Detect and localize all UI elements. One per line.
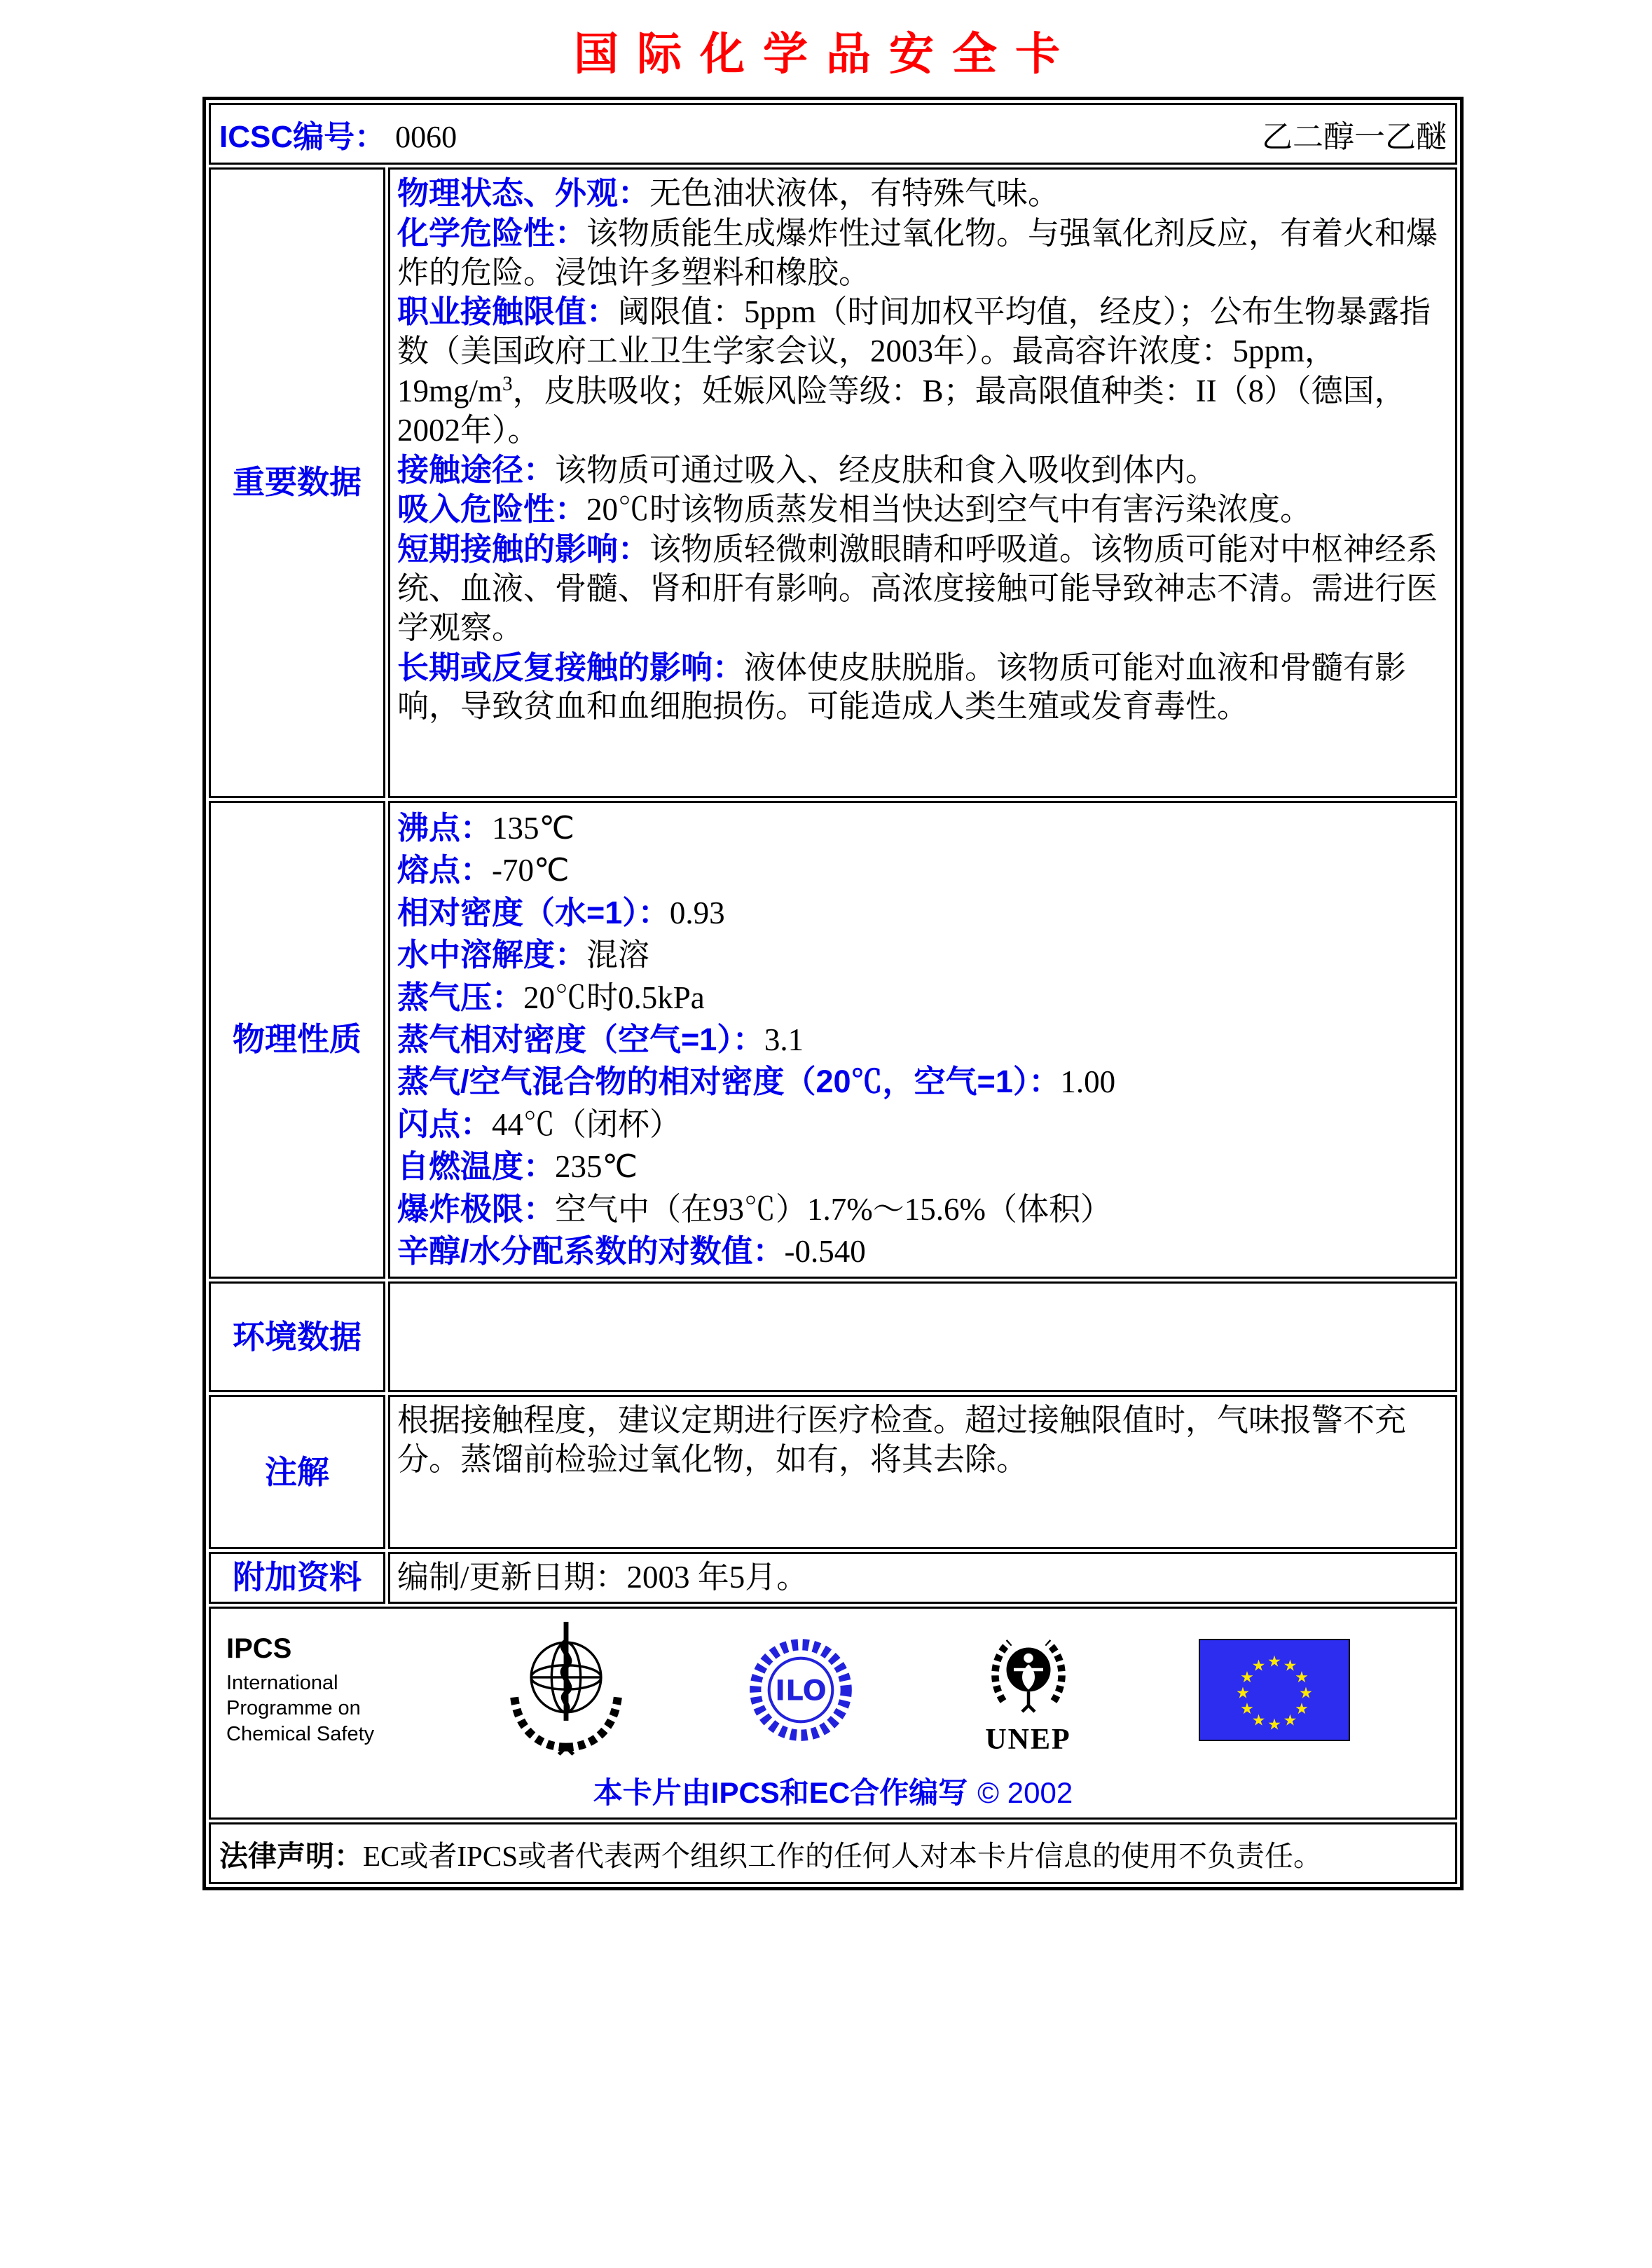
text-line: 物理状态、外观：无色油状液体，有特殊气味。 [397,175,1060,211]
logos-row [209,1607,1457,1820]
text-line: 蒸气相对密度（空气=1）：3.1 [397,1021,804,1057]
text-line: 相对密度（水=1）：0.93 [397,894,725,930]
ipcs-text-block [226,1633,387,1747]
footer-copyright: © 2002 [977,1776,1073,1810]
icsc-card-page [0,18,1652,2268]
eu-star-icon: ★ [1236,1684,1250,1703]
text-line: 长期或反复接触的影响：液体使皮肤脱脂。该物质可能对血液和骨髓有影响，导致贫血和血细胞损伤。可能造成人类生殖或发育毒性。 [397,649,1407,724]
header-cell [209,103,1457,165]
eu-star-icon: ★ [1240,1669,1254,1687]
text-line: 蒸气/空气混合物的相对密度（20℃，空气=1）：1.00 [397,1064,1116,1100]
text-line: 短期接触的影响：该物质轻微刺激眼睛和呼吸道。该物质可能对中枢神经系统、血液、骨髓、肾和肝有影响。高浓度接触可能导致神志不清。需进行医学观察。 [397,531,1438,645]
notes-row-label: 注解 [209,1395,385,1549]
notes-content: 根据接触程度，建议定期进行医疗检查。超过接触限值时，气味报警不充分。蒸馏前检验过氧化物，如有，将其去除。 [388,1395,1457,1549]
text-line: 职业接触限值：阈限值：5ppm（时间加权平均值，经皮）；公布生物暴露指数（美国政府工业卫生学家会议，2003年）。最高容许浓度：5ppm，$19mg/m^3$，皮肤吸收；妊娠风险等级：B；最高限值种类：II（8）（德国，2002年）。 [397,294,1431,448]
environmental-data-row [209,1281,1457,1392]
eu-star-icon: ★ [1295,1669,1309,1687]
text-line: 吸入危险性：20℃时该物质蒸发相当快达到空气中有害污染浓度。 [397,491,1312,528]
additional-info-content: 编制/更新日期：2003 年5月。 [388,1552,1457,1604]
text-line: 熔点：-70℃ [397,852,570,888]
ipcs-full-line-1: International [226,1672,338,1695]
text-line: 蒸气压：20℃时0.5kPa [397,979,705,1015]
eu-star-icon: ★ [1267,1716,1281,1734]
icsc-number-value: 0060 [395,120,457,154]
ilo-logo-text: ILO [775,1673,827,1707]
icsc-number-group [219,111,457,156]
eu-star-icon: ★ [1283,1657,1297,1675]
eu-star-icon: ★ [1240,1700,1254,1719]
eu-flag-icon [1199,1639,1350,1741]
physical-properties-content [388,801,1457,1279]
text-line: 水中溶解度：混溶 [397,937,650,973]
icsc-card-table [202,97,1464,1890]
legal-text: EC或者IPCS或者代表两个组织工作的任何人对本卡片信息的使用不负责任。 [363,1839,1322,1872]
footer-caption [211,1770,1455,1812]
text-line: 自燃温度：235℃ [397,1148,638,1185]
important-data-row-label: 重要数据 [209,167,385,798]
text-line: 辛醇/水分配系数的对数值：-0.540 [397,1232,866,1269]
additional-info-row-label: 附加资料 [209,1552,385,1604]
text-line: 化学危险性：该物质能生成爆炸性过氧化物。与强氧化剂反应，有着火和爆炸的危险。浸蚀许多塑料和橡胶。 [397,214,1438,290]
unep-logo-icon [976,1623,1081,1757]
text-line: 沸点：135℃ [397,810,575,846]
ilo-logo-icon [744,1628,858,1752]
page-title: 国际化学品安全卡 [574,29,1078,79]
text-line: 闪点：44℃（闭杯） [397,1106,682,1142]
who-logo-icon [506,1617,626,1763]
eu-star-icon: ★ [1267,1653,1281,1671]
physical-properties-row [209,801,1457,1279]
legal-row [209,1822,1457,1884]
text-line: 爆炸极限：空气中（在93℃）1.7%～15.6%（体积） [397,1190,1112,1227]
important-data-content [388,167,1457,798]
unep-logo-text: UNEP [985,1724,1071,1757]
eu-star-icon: ★ [1251,1712,1266,1730]
eu-star-icon: ★ [1283,1712,1297,1730]
legal-cell [209,1822,1457,1884]
important-data-row [209,167,1457,798]
physical-properties-row-label: 物理性质 [209,801,385,1279]
environmental-data-content [388,1281,1457,1392]
ipcs-full-line-2: Programme on [226,1697,361,1720]
eu-star-icon: ★ [1251,1657,1266,1675]
notes-row [209,1395,1457,1549]
text-line: 接触途径：该物质可通过吸入、经皮肤和食入吸收到体内。 [397,451,1218,488]
eu-star-icon: ★ [1295,1700,1309,1719]
header-row [209,103,1457,165]
eu-star-icon: ★ [1299,1684,1313,1703]
legal-label: 法律声明： [219,1839,363,1872]
chemical-name: 乙二醇一乙醚 [1262,120,1447,154]
ipcs-full-line-3: Chemical Safety [226,1722,375,1745]
ipcs-acronym: IPCS [226,1633,292,1665]
additional-info-row [209,1552,1457,1604]
icsc-number-label: ICSC编号： [219,120,386,154]
logos-cell [209,1607,1457,1820]
environmental-data-row-label: 环境数据 [209,1281,385,1392]
footer-caption-text: 本卡片由IPCS和EC合作编写 [593,1776,968,1810]
